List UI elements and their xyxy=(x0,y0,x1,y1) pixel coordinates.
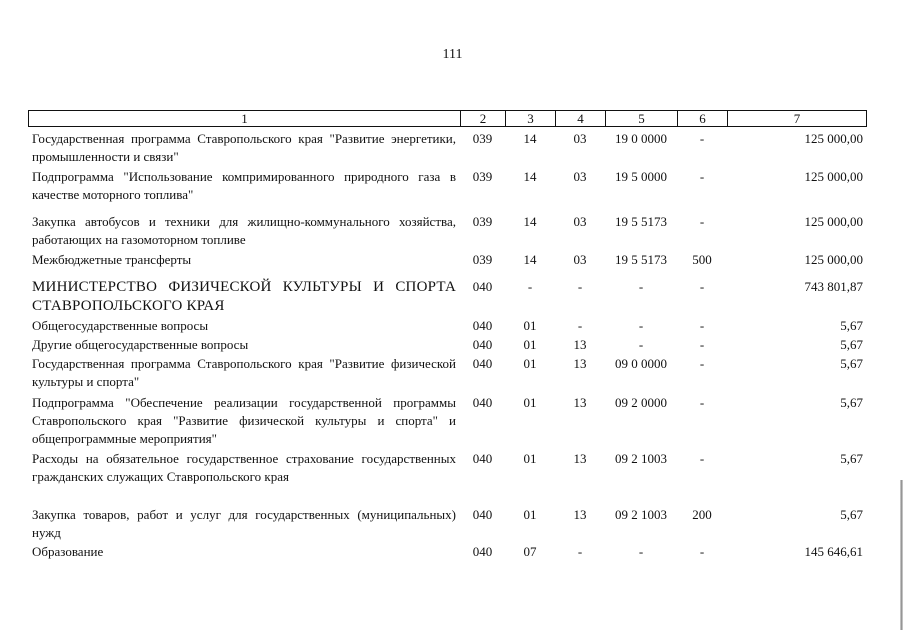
row-code-4: - xyxy=(577,318,583,333)
header-col-3: 3 xyxy=(506,111,556,126)
row-code-2: 039 xyxy=(472,169,493,184)
row-name: Общегосударственные вопросы xyxy=(32,318,209,333)
row-code-4: 03 xyxy=(573,131,587,146)
row-name: Другие общегосударственные вопросы xyxy=(32,337,249,352)
row-code-3: 01 xyxy=(523,318,537,333)
row-code-6: - xyxy=(699,395,705,410)
row-name: Подпрограмма "Использование компримированного природного газа в качестве моторного топлива" xyxy=(32,169,456,202)
row-code-3: 01 xyxy=(523,451,537,466)
row-code-2: 040 xyxy=(472,507,493,522)
row-code-6: - xyxy=(699,337,705,352)
row-code-3: 01 xyxy=(523,395,537,410)
header-col-2: 2 xyxy=(461,111,506,126)
row-code-6: - xyxy=(699,318,705,333)
row-name: Государственная программа Ставропольского края "Развитие энергетики, промышленности и связи" xyxy=(32,131,456,164)
row-code-5: - xyxy=(638,544,644,559)
row-code-5: 09 0 0000 xyxy=(615,356,667,371)
header-col-7: 7 xyxy=(793,111,801,126)
row-amount: 5,67 xyxy=(840,451,863,466)
row-amount: 125 000,00 xyxy=(804,252,863,267)
table-header xyxy=(28,110,867,127)
row-name: Образование xyxy=(32,544,104,559)
row-amount: 5,67 xyxy=(840,395,863,410)
row-code-5: 19 0 0000 xyxy=(615,131,667,146)
row-code-6: 500 xyxy=(692,252,712,267)
row-name: Межбюджетные трансферты xyxy=(32,252,192,267)
row-code-2: 040 xyxy=(472,544,493,559)
row-code-6: - xyxy=(699,214,705,229)
row-code-4: 13 xyxy=(573,356,587,371)
row-amount: 5,67 xyxy=(840,318,863,333)
row-code-5: 09 2 1003 xyxy=(615,507,667,522)
row-code-5: 19 5 0000 xyxy=(615,169,667,184)
row-code-3: 14 xyxy=(523,252,537,267)
row-code-3: 14 xyxy=(523,214,537,229)
row-name: Расходы на обязательное государственное страхование государственных гражданских служащих Ставропольского края xyxy=(32,451,456,484)
row-code-3: 01 xyxy=(523,337,537,352)
row-code-3: 01 xyxy=(523,356,537,371)
row-code-6: - xyxy=(699,356,705,371)
row-name: МИНИСТЕРСТВО ФИЗИЧЕСКОЙ КУЛЬТУРЫ И СПОРТА СТАВРОПОЛЬСКОГО КРАЯ xyxy=(32,279,456,314)
row-code-2: 040 xyxy=(472,337,493,352)
row-code-6: - xyxy=(699,279,705,294)
row-code-2: 040 xyxy=(472,451,493,466)
row-code-4: 13 xyxy=(573,451,587,466)
row-name: Подпрограмма "Обеспечение реализации государственной программы Ставропольского края "Развитие физической культуры и спорта" и общепрограммные мероприятия" xyxy=(32,395,456,446)
row-code-4: 13 xyxy=(573,395,587,410)
row-code-4: 13 xyxy=(573,507,587,522)
row-code-3: - xyxy=(527,279,533,294)
row-code-5: 19 5 5173 xyxy=(615,214,667,229)
row-code-5: - xyxy=(638,279,644,294)
row-amount: 125 000,00 xyxy=(804,131,863,146)
row-amount: 5,67 xyxy=(840,507,863,522)
row-code-6: 200 xyxy=(692,507,712,522)
row-name: Закупка товаров, работ и услуг для государственных (муниципальных) нужд xyxy=(32,507,456,540)
row-code-4: 03 xyxy=(573,252,587,267)
row-code-3: 14 xyxy=(523,169,537,184)
row-code-2: 040 xyxy=(472,318,493,333)
row-code-5: - xyxy=(638,337,644,352)
row-code-5: 09 2 0000 xyxy=(615,395,667,410)
row-code-5: 19 5 5173 xyxy=(615,252,667,267)
row-code-5: 09 2 1003 xyxy=(615,451,667,466)
row-code-4: - xyxy=(577,279,583,294)
row-code-3: 07 xyxy=(523,544,537,559)
row-code-6: - xyxy=(699,169,705,184)
row-amount: 743 801,87 xyxy=(804,279,863,294)
row-name: Закупка автобусов и техники для жилищно-коммунального хозяйства, работающих на газомоторном топливе xyxy=(32,214,456,247)
row-code-6: - xyxy=(699,451,705,466)
header-col-1: 1 xyxy=(29,111,461,126)
row-code-3: 14 xyxy=(523,131,537,146)
row-amount: 5,67 xyxy=(840,356,863,371)
row-code-2: 040 xyxy=(472,395,493,410)
row-code-4: 03 xyxy=(573,169,587,184)
header-col-6: 6 xyxy=(678,111,728,126)
header-col-5: 5 xyxy=(606,111,678,126)
row-amount: 5,67 xyxy=(840,337,863,352)
row-code-6: - xyxy=(699,544,705,559)
row-code-4: - xyxy=(577,544,583,559)
row-code-2: 039 xyxy=(472,131,493,146)
row-code-4: 03 xyxy=(573,214,587,229)
scan-edge-shadow xyxy=(900,480,903,630)
row-code-5: - xyxy=(638,318,644,333)
row-code-2: 040 xyxy=(472,356,493,371)
row-code-2: 040 xyxy=(472,279,493,294)
row-name: Государственная программа Ставропольского края "Развитие физической культуры и спорта" xyxy=(32,356,456,389)
row-code-4: 13 xyxy=(573,337,587,352)
row-amount: 125 000,00 xyxy=(804,214,863,229)
page-number: 111 xyxy=(442,47,463,62)
row-code-6: - xyxy=(699,131,705,146)
row-amount: 125 000,00 xyxy=(804,169,863,184)
row-amount: 145 646,61 xyxy=(804,544,863,559)
header-col-4: 4 xyxy=(556,111,606,126)
row-code-2: 039 xyxy=(472,252,493,267)
row-code-3: 01 xyxy=(523,507,537,522)
row-code-2: 039 xyxy=(472,214,493,229)
